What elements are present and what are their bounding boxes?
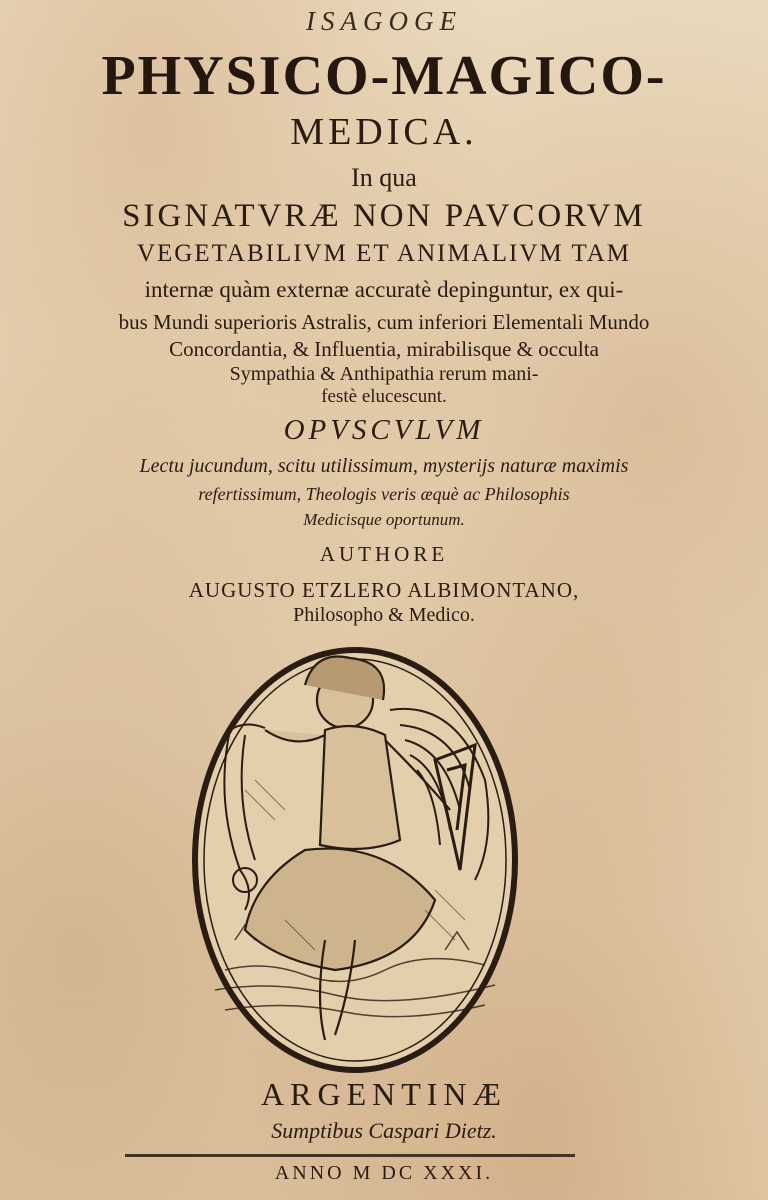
text-lectu: Lectu jucundum, scitu utilissimum, mysterijs naturæ maximis	[139, 455, 629, 477]
imprint-publisher: Sumptibus Caspari Dietz.	[271, 1118, 497, 1143]
text-feste: festè elucescunt.	[321, 386, 447, 407]
woodcut-angel-illustration	[185, 640, 525, 1080]
text-sympathia: Sympathia & Anthipathia rerum mani-	[229, 363, 539, 385]
text-signaturae: SIGNATVRÆ NON PAVCORVM	[122, 198, 646, 234]
text-vegetabilium: VEGETABILIVM ET ANIMALIVM TAM	[136, 240, 631, 267]
imprint-rule	[125, 1154, 575, 1157]
text-medicisque: Medicisque oportunum.	[303, 510, 465, 529]
author-title: Philosopho & Medico.	[293, 604, 475, 626]
main-title-medica: MEDICA.	[290, 111, 478, 153]
text-refertissimum: refertissimum, Theologis veris æquè ac Philosophis	[198, 484, 570, 504]
imprint-year: ANNO M DC XXXI.	[274, 1162, 494, 1184]
text-mundi: bus Mundi superioris Astralis, cum inferiori Elementali Mundo	[118, 310, 650, 334]
subtitle-isagoge: ISAGOGE	[306, 6, 462, 36]
heading-opusculum: OPVSCVLVM	[283, 414, 485, 446]
author-name: AUGUSTO ETZLERO ALBIMONTANO,	[188, 578, 580, 602]
heading-authore: AUTHORE	[319, 542, 449, 566]
text-internae: internæ quàm externæ accuratè depinguntur, ex qui-	[144, 277, 624, 302]
text-concordantia: Concordantia, & Influentia, mirabilisque & occulta	[169, 337, 599, 361]
imprint-place: ARGENTINÆ	[261, 1076, 507, 1112]
text-in-qua: In qua	[351, 163, 417, 192]
main-title-physico-magico: PHYSICO-MAGICO-	[101, 45, 667, 107]
